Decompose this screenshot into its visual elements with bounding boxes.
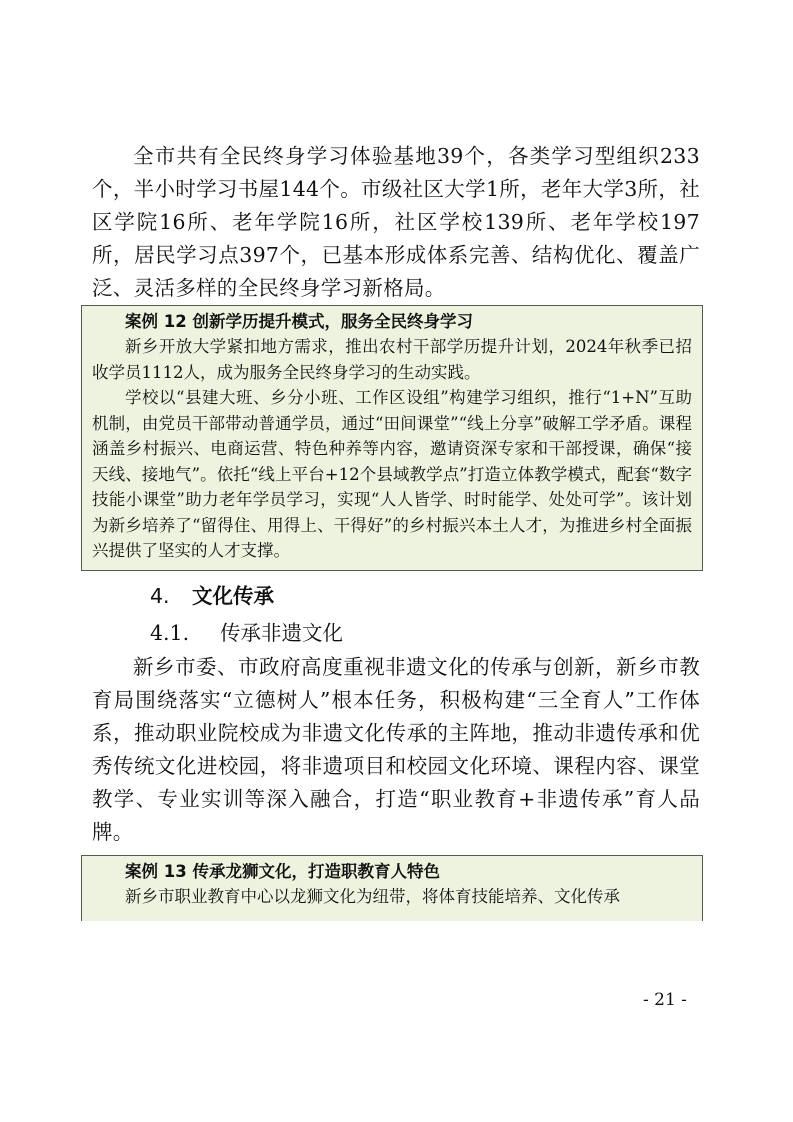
case-12-box [81,305,703,571]
case-13-box [81,855,703,921]
document-body [92,140,700,921]
section-4-1-title: 传承非遗文化 [220,620,343,645]
case-13-paragraph-1: 新乡市职业教育中心以龙狮文化为纽带，将体育技能培养、文化传承 [125,886,620,906]
page-number: - 21 - [643,990,687,1010]
section-4-1-heading [92,615,700,651]
case-12-title: 案例 12 创新学历提升模式，服务全民终身学习 [125,312,473,331]
section-4-title: 文化传承 [192,583,274,608]
section-4-heading [92,577,700,615]
case-12-paragraph-1: 新乡开放大学紧扣地方需求，推出农村干部学历提升计划，2024年秋季已招收学员1112人，成为服务全民终身学习的生动实践。 [92,337,692,382]
section-4-number: 4. [150,583,170,608]
section-4-1-number: 4.1. [150,620,190,645]
body-paragraph: 新乡市委、市政府高度重视非遗文化的传承与创新，新乡市教育局围绕落实“立德树人”根本任务，积极构建“三全育人”工作体系，推动职业院校成为非遗文化传承的主阵地，推动非遗传承和优秀传统文化进校园，将非遗项目和校园文化环境、课程内容、课堂教学、专业实训等深入融合，打造“职业教育+非遗传承”育人品牌。 [92,654,700,844]
case-12-paragraph-2: 学校以“县建大班、乡分小班、工作区设组”构建学习组织，推行“1+N”互助机制，由党员干部带动普通学员，通过“田间课堂”“线上分享”破解工学矛盾。课程涵盖乡村振兴、电商运营、特色种养等内容，邀请资深专家和干部授课，确保“接天线、接地气”。依托“线上平台+12个县域教学点”打造立体教学模式，配套“数字技能小课堂”助力老年学员学习，实现“人人皆学、时时能学、处处可学”。该计划为新乡培养了“留得住、用得上、干得好”的乡村振兴本土人才，为推进乡村全面振兴提供了坚实的人才支撑。 [92,388,692,560]
body-paragraph: 全市共有全民终身学习体验基地39个，各类学习型组织233个，半小时学习书屋144个。市级社区大学1所，老年大学3所，社区学院16所、老年学院16所，社区学校139所、老年学校197所，居民学习点397个，已基本形成体系完善、结构优化、覆盖广泛、灵活多样的全民终身学习新格局。 [92,144,700,300]
case-13-title: 案例 13 传承龙狮文化，打造职教育人特色 [125,861,440,881]
